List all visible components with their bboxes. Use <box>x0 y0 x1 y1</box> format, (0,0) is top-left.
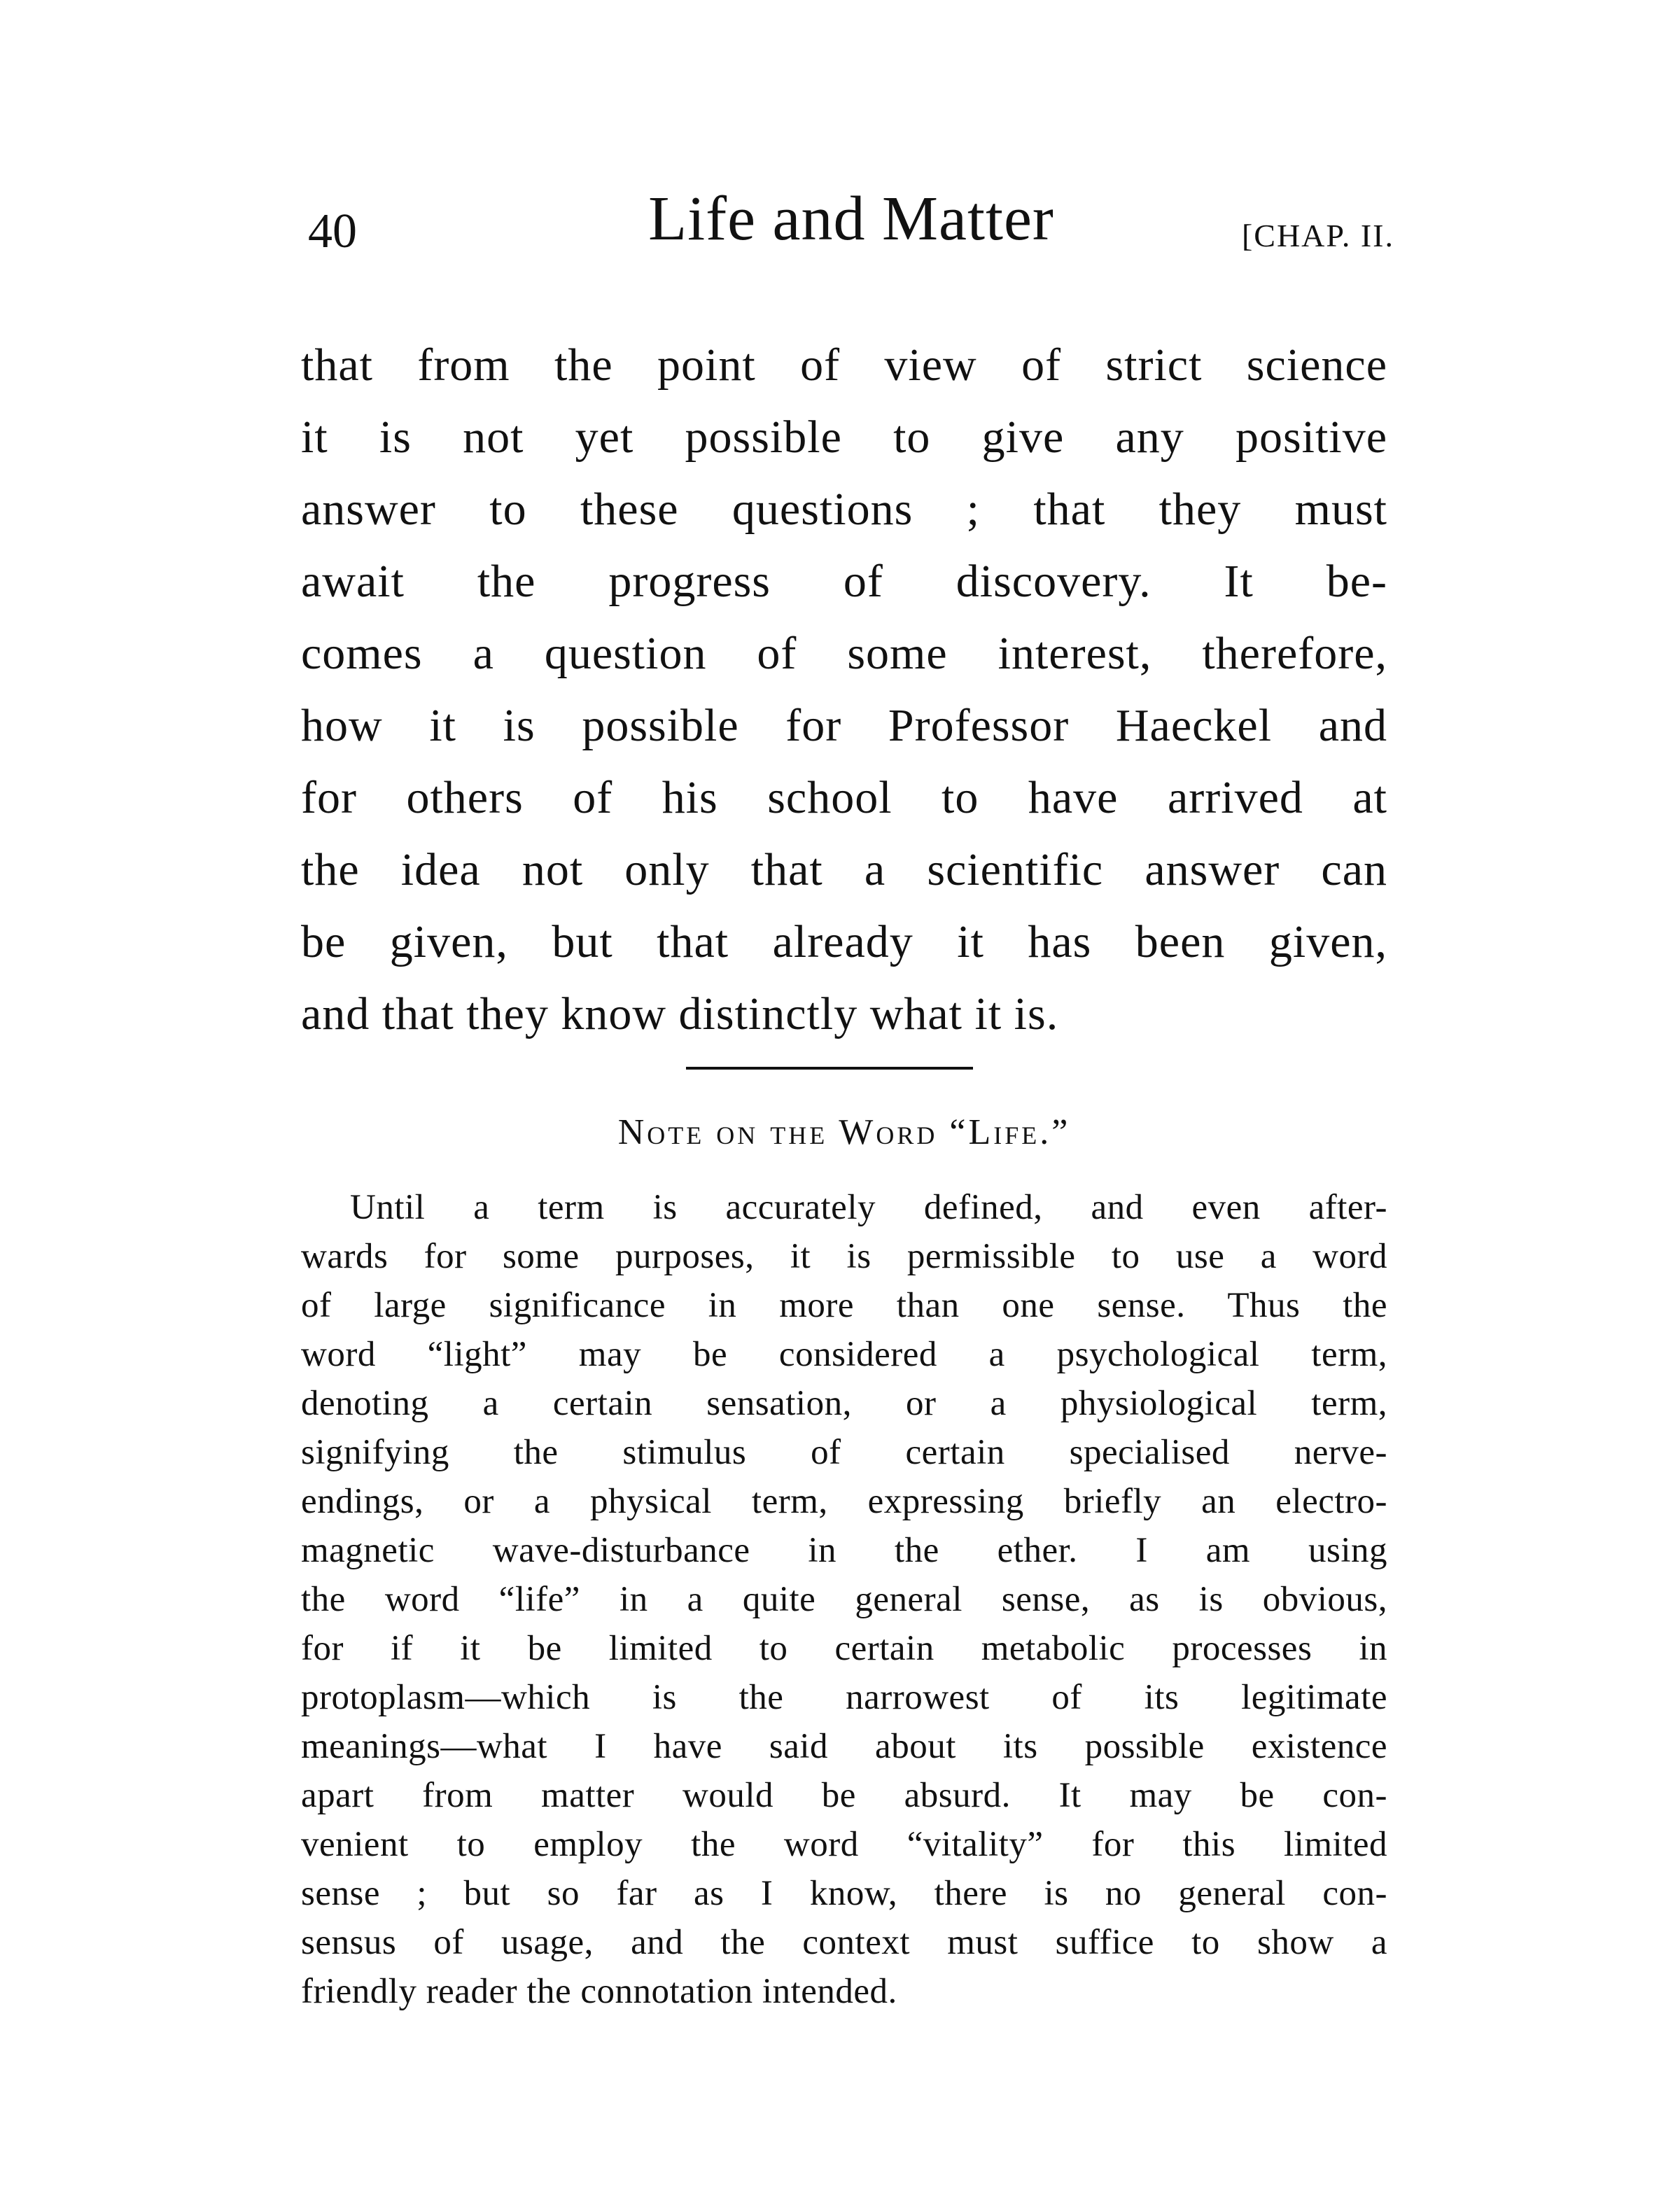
note-line: magnetic wave-disturbance in the ether. I am using <box>301 1531 1387 1570</box>
note-title: Note on the Word “Life.” <box>617 1112 1071 1152</box>
note-line: apart from matter would be absurd. It may be con- <box>301 1776 1387 1815</box>
text-line: comes a question of some interest, therefore, <box>301 628 1387 679</box>
note-line: sensus of usage, and the context must suffice to show a <box>301 1923 1387 1962</box>
main-paragraph <box>301 329 1387 1050</box>
note-line: protoplasm—which is the narrowest of its legitimate <box>301 1678 1387 1717</box>
text-line: that from the point of view of strict science <box>301 340 1387 391</box>
note-line: the word “life” in a quite general sense, as is obvious, <box>301 1580 1387 1619</box>
text-line: for others of his school to have arrived at <box>301 772 1387 823</box>
note-line: for if it be limited to certain metabolic processes in <box>301 1629 1387 1668</box>
note-line: venient to employ the word “vitality” for this limited <box>301 1825 1387 1864</box>
note-line: wards for some purposes, it is permissible to use a word <box>301 1237 1387 1276</box>
text-line: be given, but that already it has been given, <box>301 916 1387 967</box>
note-line: denoting a certain sensation, or a physiological term, <box>301 1384 1387 1423</box>
text-line: await the progress of discovery. It be- <box>301 556 1387 607</box>
section-divider <box>686 1067 973 1070</box>
running-title: Life and Matter <box>648 184 1054 253</box>
note-paragraph <box>301 1183 1387 2016</box>
text-line: how it is possible for Professor Haeckel and <box>301 700 1387 751</box>
text-line: it is not yet possible to give any positive <box>301 412 1387 463</box>
note-line: meanings—what I have said about its possible existence <box>301 1727 1387 1766</box>
note-line: friendly reader the connotation intended. <box>301 1972 897 2011</box>
text-line: answer to these questions ; that they must <box>301 484 1387 535</box>
text-line: the idea not only that a scientific answer can <box>301 844 1387 895</box>
page-number: 40 <box>308 204 357 258</box>
note-line: of large significance in more than one sense. Thus the <box>301 1286 1387 1325</box>
chapter-reference: [CHAP. II. <box>1241 218 1394 253</box>
note-line: endings, or a physical term, expressing briefly an electro- <box>301 1482 1387 1521</box>
note-line: Until a term is accurately defined, and even after- <box>350 1188 1387 1227</box>
text-line: and that they know distinctly what it is. <box>301 988 1059 1040</box>
note-line: signifying the stimulus of certain specialised nerve- <box>301 1433 1387 1472</box>
page-header <box>308 184 1394 279</box>
note-line: sense ; but so far as I know, there is no general con- <box>301 1874 1387 1913</box>
note-line: word “light” may be considered a psychological term, <box>301 1335 1387 1374</box>
